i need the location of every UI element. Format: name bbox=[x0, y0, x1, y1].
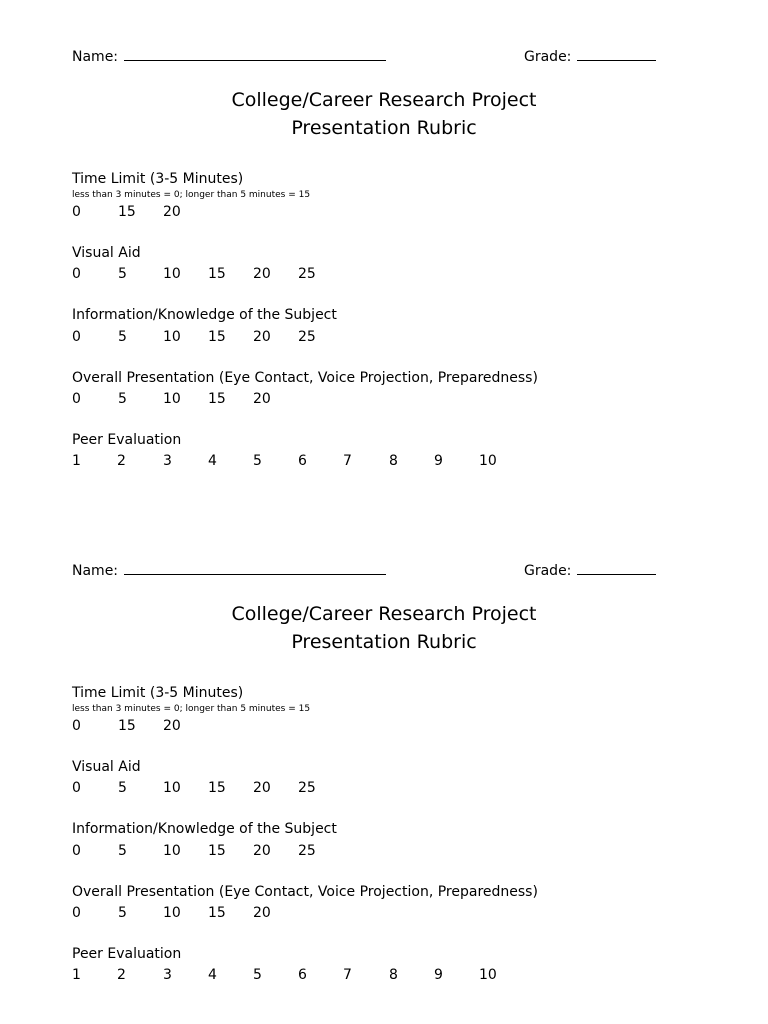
criterion-time-limit-scores bbox=[72, 716, 672, 736]
criterion-peer-evaluation-scores bbox=[72, 451, 672, 471]
criterion-overall-presentation-scores bbox=[72, 903, 672, 923]
score-option[interactable]: 5 bbox=[118, 843, 127, 859]
criterion-information-label: Information/Knowledge of the Subject bbox=[72, 821, 337, 837]
criterion-peer-evaluation-label: Peer Evaluation bbox=[72, 432, 182, 448]
score-option[interactable]: 20 bbox=[253, 780, 271, 796]
grade-blank-line[interactable] bbox=[577, 560, 656, 575]
score-option[interactable]: 20 bbox=[253, 905, 271, 921]
rubric-top bbox=[0, 0, 768, 500]
score-option[interactable]: 10 bbox=[479, 967, 497, 983]
score-option[interactable]: 5 bbox=[253, 453, 262, 469]
score-option[interactable]: 20 bbox=[253, 266, 271, 282]
score-option[interactable]: 10 bbox=[163, 266, 181, 282]
criterion-overall-presentation-label: Overall Presentation (Eye Contact, Voice Projection, Preparedness) bbox=[72, 884, 538, 900]
criterion-visual-aid-label: Visual Aid bbox=[72, 245, 141, 261]
criterion-time-limit-note: less than 3 minutes = 0; longer than 5 minutes = 15 bbox=[72, 190, 311, 200]
score-option[interactable]: 4 bbox=[208, 967, 217, 983]
score-option[interactable]: 0 bbox=[72, 391, 81, 407]
criterion-overall-presentation-label: Overall Presentation (Eye Contact, Voice Projection, Preparedness) bbox=[72, 370, 538, 386]
score-option[interactable]: 5 bbox=[118, 391, 127, 407]
score-option[interactable]: 6 bbox=[298, 453, 307, 469]
name-label: Name: bbox=[72, 49, 119, 65]
criterion-visual-aid-scores bbox=[72, 264, 672, 284]
criterion-visual-aid-label: Visual Aid bbox=[72, 759, 141, 775]
grade-field bbox=[524, 560, 656, 581]
criterion-information-scores bbox=[72, 327, 672, 347]
score-option[interactable]: 15 bbox=[118, 718, 136, 734]
score-option[interactable]: 8 bbox=[389, 967, 398, 983]
score-option[interactable]: 1 bbox=[72, 453, 81, 469]
score-option[interactable]: 7 bbox=[343, 967, 352, 983]
score-option[interactable]: 0 bbox=[72, 718, 81, 734]
score-option[interactable]: 8 bbox=[389, 453, 398, 469]
name-label: Name: bbox=[72, 563, 119, 579]
page-title: College/Career Research Project bbox=[231, 89, 537, 111]
score-option[interactable]: 0 bbox=[72, 329, 81, 345]
page-subtitle: Presentation Rubric bbox=[291, 631, 477, 653]
criterion-peer-evaluation-scores bbox=[72, 965, 672, 985]
score-option[interactable]: 2 bbox=[117, 967, 126, 983]
score-option[interactable]: 15 bbox=[208, 843, 226, 859]
name-blank-line[interactable] bbox=[124, 560, 386, 575]
score-option[interactable]: 3 bbox=[163, 453, 172, 469]
score-option[interactable]: 5 bbox=[118, 266, 127, 282]
criterion-overall-presentation-scores bbox=[72, 389, 672, 409]
score-option[interactable]: 5 bbox=[118, 905, 127, 921]
score-option[interactable]: 15 bbox=[208, 391, 226, 407]
score-option[interactable]: 20 bbox=[253, 391, 271, 407]
name-blank-line[interactable] bbox=[124, 46, 386, 61]
criterion-time-limit-scores bbox=[72, 202, 672, 222]
score-option[interactable]: 9 bbox=[434, 453, 443, 469]
score-option[interactable]: 10 bbox=[163, 780, 181, 796]
score-option[interactable]: 5 bbox=[118, 329, 127, 345]
score-option[interactable]: 3 bbox=[163, 967, 172, 983]
score-option[interactable]: 20 bbox=[253, 843, 271, 859]
score-option[interactable]: 15 bbox=[208, 266, 226, 282]
score-option[interactable]: 10 bbox=[163, 391, 181, 407]
name-field bbox=[72, 46, 386, 67]
criterion-visual-aid-scores bbox=[72, 778, 672, 798]
score-option[interactable]: 4 bbox=[208, 453, 217, 469]
criterion-time-limit-label: Time Limit (3-5 Minutes) bbox=[72, 685, 244, 701]
grade-label: Grade: bbox=[524, 49, 572, 65]
score-option[interactable]: 15 bbox=[118, 204, 136, 220]
score-option[interactable]: 5 bbox=[118, 780, 127, 796]
score-option[interactable]: 10 bbox=[163, 905, 181, 921]
score-option[interactable]: 0 bbox=[72, 780, 81, 796]
score-option[interactable]: 10 bbox=[163, 329, 181, 345]
score-option[interactable]: 20 bbox=[163, 718, 181, 734]
score-option[interactable]: 25 bbox=[298, 266, 316, 282]
score-option[interactable]: 15 bbox=[208, 329, 226, 345]
score-option[interactable]: 0 bbox=[72, 266, 81, 282]
criterion-peer-evaluation-label: Peer Evaluation bbox=[72, 946, 182, 962]
score-option[interactable]: 7 bbox=[343, 453, 352, 469]
score-option[interactable]: 25 bbox=[298, 329, 316, 345]
score-option[interactable]: 25 bbox=[298, 780, 316, 796]
score-option[interactable]: 0 bbox=[72, 204, 81, 220]
score-option[interactable]: 9 bbox=[434, 967, 443, 983]
grade-blank-line[interactable] bbox=[577, 46, 656, 61]
score-option[interactable]: 0 bbox=[72, 843, 81, 859]
score-option[interactable]: 0 bbox=[72, 905, 81, 921]
score-option[interactable]: 25 bbox=[298, 843, 316, 859]
page-subtitle: Presentation Rubric bbox=[291, 117, 477, 139]
score-option[interactable]: 1 bbox=[72, 967, 81, 983]
grade-label: Grade: bbox=[524, 563, 572, 579]
rubric-bottom bbox=[0, 514, 768, 1014]
criterion-time-limit-label: Time Limit (3-5 Minutes) bbox=[72, 171, 244, 187]
score-option[interactable]: 15 bbox=[208, 905, 226, 921]
score-option[interactable]: 15 bbox=[208, 780, 226, 796]
criterion-information-scores bbox=[72, 841, 672, 861]
score-option[interactable]: 20 bbox=[253, 329, 271, 345]
page-title: College/Career Research Project bbox=[231, 603, 537, 625]
score-option[interactable]: 20 bbox=[163, 204, 181, 220]
name-field bbox=[72, 560, 386, 581]
score-option[interactable]: 6 bbox=[298, 967, 307, 983]
criterion-time-limit-note: less than 3 minutes = 0; longer than 5 minutes = 15 bbox=[72, 704, 311, 714]
score-option[interactable]: 2 bbox=[117, 453, 126, 469]
score-option[interactable]: 10 bbox=[163, 843, 181, 859]
score-option[interactable]: 5 bbox=[253, 967, 262, 983]
criterion-information-label: Information/Knowledge of the Subject bbox=[72, 307, 337, 323]
score-option[interactable]: 10 bbox=[479, 453, 497, 469]
grade-field bbox=[524, 46, 656, 67]
